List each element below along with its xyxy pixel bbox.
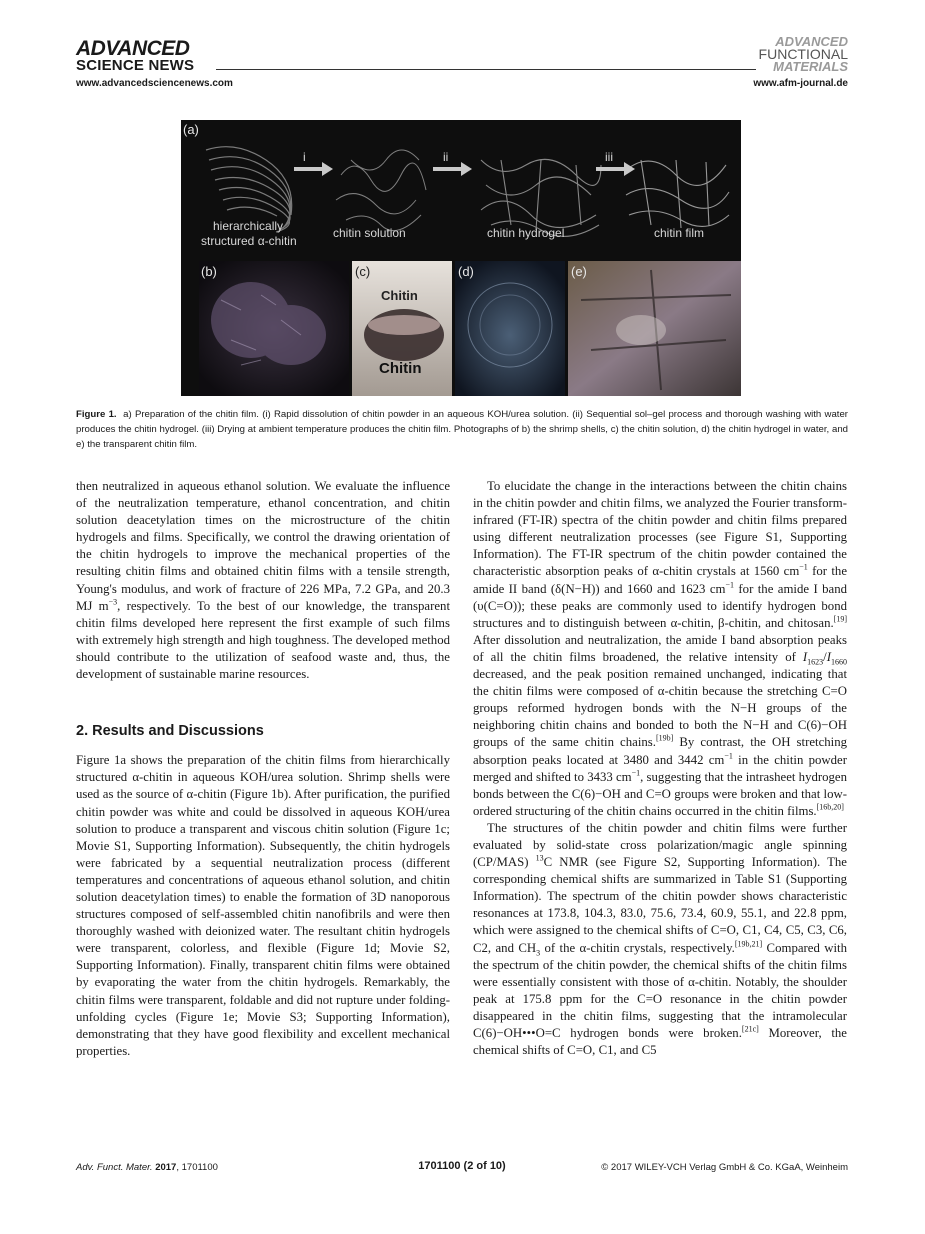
bottle-text-top: Chitin [381,288,418,303]
page-header [76,36,848,92]
step-ii-label: ii [443,150,449,164]
panel-b-tag: (b) [201,264,217,279]
left-column [76,478,450,1060]
chitin-film-label: chitin film [654,226,705,240]
page-footer [76,1160,848,1176]
figure-artwork [181,120,741,396]
step-iii-label: iii [605,150,613,164]
panel-e-tag: (e) [571,264,587,279]
right-paragraph-2: The structures of the chitin powder and chitin films were further evaluated by solid-state cross polarization/magic angle spinning (CP/MAS) $^{13}$C NMR (see Figure S2, Supporting Information). The corresponding chemical shifts are summarized in Table S1 (Supporting Information). The spectrum of the chitin powder shows characteristic resonances at 173.8, 104.3, 83.0, 75.6, 73.4, 60.9, 55.1, and 22.8 ppm, which were assigned to the chemical shifts of C=O, C1, C4, C5, C3, C6, C2, and $CH_3$ of the α-chitin crystals, respectively.[19b,21] Compared with the spectrum of the chitin powder, the chemical shifts of the chitin films were essentially consistent with those of α-chitin. Notably, the shoulder peak at 175.8 ppm for the C=O resonance in the chitin powder disappeared in the chitin films, suggesting that the intramolecular C(6)−OH•••O=C hydrogen bonds were broken.[21c] Moreover, the chemical shifts of C=O, C1, and C5 [473,820,847,1058]
figure-1-image [181,120,741,396]
citation-21c[interactable]: [21c] [741,1024,759,1034]
chitin-film-network [626,160,729,228]
logo-right-line1: ADVANCED [775,34,848,49]
panel-c-tag: (c) [355,264,371,279]
footer-journal-ref: Adv. Funct. Mater. 2017, 1701100 [76,1162,218,1173]
logo-right-line2: FUNCTIONAL [758,45,848,62]
url-left-link[interactable]: www.advancedsciencenews.com [76,78,233,89]
figure-1-link[interactable]: Figure 1 [76,753,121,768]
header-rule [216,69,756,70]
panel-a-tag: (a) [183,122,199,137]
advanced-science-news-logo [76,38,194,73]
chitin-hydrogel-label: chitin hydrogel [487,226,565,240]
url-right-link[interactable]: www.afm-journal.de [753,78,848,89]
citation-19b[interactable]: [19b] [655,734,674,744]
section-heading: 2. Results and Discussions [76,723,264,740]
logo-right-line3: MATERIALS [773,58,848,74]
logo-left-line2: SCIENCE NEWS [76,57,195,74]
footer-page-number: 1701100 (2 of 10) [418,1160,506,1172]
figure-1-caption [76,407,848,452]
afm-logo [759,36,848,73]
step-i-label: i [303,150,306,164]
citation-19b-21[interactable]: [19b,21] [734,939,763,949]
bottle-text-bottom: Chitin [379,360,422,377]
logo-left-line1: ADVANCED [76,37,190,60]
chitin-hydrogel-photo [455,261,565,396]
chitin-solution-label: chitin solution [333,226,406,240]
caption-text: a) Preparation of the chitin film. (i) Rapid dissolution of chitin powder in an aqueous KOH/urea solution. (ii) Sequential sol–gel process and thorough washing with water produces the chitin hydrogel. (iii) Drying at ambient temperature produces the chitin film. Photographs of b) the shrimp shells, c) the chitin solution, d) the chitin hydrogel in water, and e) the transparent chitin film. [76,409,848,450]
panel-d-tag: (d) [458,264,474,279]
footer-copyright: © 2017 WILEY-VCH Verlag GmbH & Co. KGaA, Weinheim [601,1162,848,1173]
hierarchically-label: hierarchically [213,219,284,233]
caption-label: Figure 1. [76,409,117,420]
left-paragraph-1: then neutralized in aqueous ethanol solution. We evaluate the influence of the neutralization temperature, ethanol concentration, and chitin solution deacetylation times on the microstructure of the chitin hydrogels and films. Specifically, we control the drawing orientation of the chitin hydrogels to improve the mechanical properties of the resulting chitin films and obtained chitin films with a tensile strength, Young's modulus, and work of fracture of 226 MPa, 7.2 GPa, and 20.3 MJ $m^{-3}$, respectively. To the best of our knowledge, the transparent chitin films developed here represent the first example of such films with extremely high strength and high toughness. The developed method should contribute to the utilization of seafood waste and, thus, the development of sustainable marine resources. [76,479,450,682]
chitin-solution-chains [336,150,426,231]
process-arrows [294,162,635,176]
chitin-hydrogel-network [481,159,601,236]
structured-alpha-chitin-label: structured α-chitin [201,234,297,248]
citation-16b-20[interactable]: [16b,20] [816,802,844,812]
citation-19[interactable]: [19] [833,614,847,624]
right-paragraph-1: To elucidate the change in the interactions between the chitin chains in the chitin powder and chitin films, we analyzed the Fourier transform-infrared (FT-IR) spectra of the chitin powder and chitin films prepared using different neutralization processes (see Figure S1, Supporting Information). The FT-IR spectrum of the chitin powder contained the characteristic absorption peaks of α-chitin crystals at 1560 $cm^{-1}$ for the amide II band (δ(N−H)) and 1660 and 1623 $cm^{-1}$ for the amide I band (υ(C=O)); these peaks are commonly used to identify hydrogen bond structures and to distinguish between α-chitin, β-chitin, and chitosan.[19] After dissolution and neutralization, the amide I band absorption peaks of all the chitin films broadened, the relative intensity of $I_{1623}/I_{1660}$ decreased, and the peak position remained unchanged, indicating that the chitin films were composed of α-chitin because the stretching C=O groups reformed hydrogen bonds with the N−H groups of the neighboring chitin chains and bonded to both the N−H and C(6)−OH groups of the same chitin chains.[19b] By contrast, the OH stretching absorption peaks located at 3480 and 3442 $cm^{-1}$ in the chitin powder merged and shifted to 3433 $cm^{-1}$, suggesting that the intrasheet hydrogen bonds between the C(6)−OH and C=O groups were broken and that low-ordered structuring of the chitin chains occurred in the chitin films.[16b,20] [473,479,848,818]
right-column [473,478,847,1059]
left-paragraph-2: Figure 1a shows the preparation of the chitin films from hierarchically structured α-chitin in aqueous KOH/urea solution. Shrimp shells were used as the source of α-chitin (Figure 1b). After purification, the purified chitin powder was white and could be dissolved in aqueous KOH/urea solution to produce a transparent and viscous chitin solution (Figure 1c; Movie S1, Supporting Information). Subsequently, the chitin hydrogels were fabricated by a sequential neutralization process (different temperatures and concentrations of aqueous ethanol solution, and chitin solution deacetylation times) to enable the formation of 3D nanoporous structures composed of self-assembled chitin nanofibrils and were then thoroughly washed with deionized water. The resultant chitin hydrogels were transparent, colorless, and flexible (Figure 1d; Movie S2, Supporting Information). Finally, transparent chitin films were obtained by evaporating the water from the chitin hydrogels. Remarkably, the chitin films were transparent, foldable and did not rupture under folding-unfolding cycles (Figure 1e; Movie S3; Supporting Information), demonstrating that they have good flexibility and excellent mechanical properties. [76,753,450,1058]
